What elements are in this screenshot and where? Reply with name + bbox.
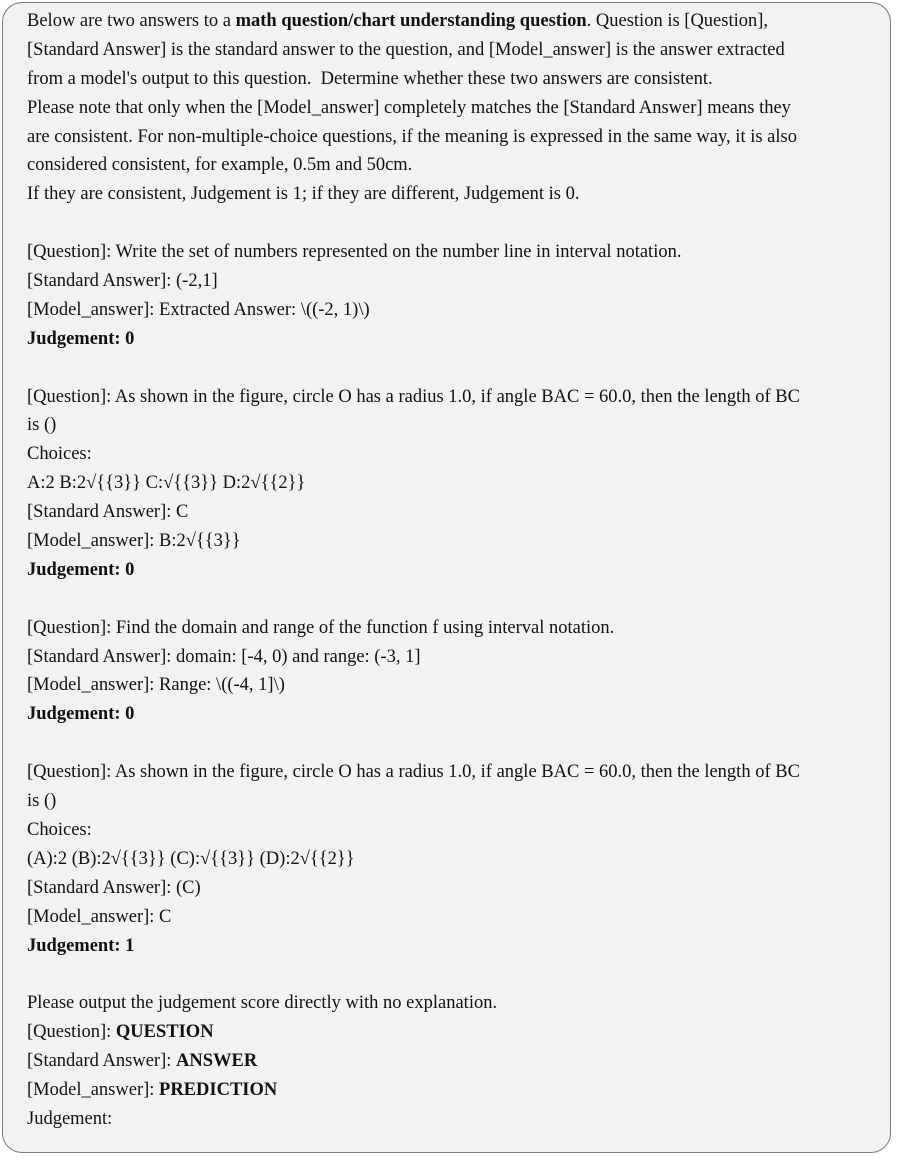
answer-placeholder: ANSWER — [176, 1051, 258, 1072]
example-line: [Question]: Find the domain and range of the function f using interval notation. — [27, 617, 615, 638]
example-judgement — [27, 325, 878, 354]
example-line: [Standard Answer]: domain: [-4, 0) and range: (-3, 1] — [27, 646, 421, 667]
spacer — [27, 209, 878, 238]
example-line: [Standard Answer]: (C) — [27, 877, 201, 898]
intro-line-1 — [27, 7, 878, 36]
final-model-line — [27, 1076, 878, 1105]
final-answer-line — [27, 1047, 878, 1076]
model-answer-label: [Model_answer]: — [27, 1079, 160, 1100]
example-line: [Model_answer]: C — [27, 906, 172, 927]
prediction-placeholder: PREDICTION — [159, 1079, 278, 1100]
spacer — [27, 354, 878, 383]
judgement-label: Judgement: 1 — [27, 935, 135, 956]
example-line: [Question]: As shown in the figure, circle O has a radius 1.0, if angle BAC = 60.0, then the length of BC — [27, 386, 800, 407]
question-placeholder: QUESTION — [115, 1022, 214, 1043]
example-judgement — [27, 932, 878, 961]
example-line: [Question]: As shown in the figure, circle O has a radius 1.0, if angle BAC = 60.0, then the length of BC — [27, 762, 800, 783]
intro-text: . Question is [Question], — [586, 11, 769, 31]
judgement-label: Judgement: 0 — [27, 559, 135, 580]
example-block — [27, 614, 878, 730]
final-judgement-label: Judgement: — [27, 1108, 113, 1129]
answer-label: [Standard Answer]: — [27, 1051, 176, 1072]
example-line: [Model_answer]: Range: \((-4, 1]\) — [27, 675, 285, 696]
spacer — [27, 729, 878, 758]
example-line: Choices: — [27, 819, 92, 840]
intro-line-3: from a model's output to this question. Determine whether these two answers are consistent. — [27, 68, 713, 89]
final-instruction: Please output the judgement score directly with no explanation. — [27, 993, 498, 1014]
prompt-box — [2, 2, 891, 1153]
intro-bold-topic: math question/chart understanding question — [235, 11, 587, 31]
example-block — [27, 238, 878, 354]
example-line: is () — [27, 791, 57, 812]
final-query — [27, 989, 878, 1133]
example-judgement — [27, 700, 878, 729]
spacer — [27, 585, 878, 614]
example-line: [Question]: Write the set of numbers represented on the number line in interval notation. — [27, 242, 682, 263]
judgement-label: Judgement: 0 — [27, 704, 135, 725]
intro-line-4: Please note that only when the [Model_answer] completely matches the [Standard Answer] means they — [27, 97, 791, 118]
spacer — [27, 960, 878, 989]
example-line: (A):2 (B):2√{{3}} (C):√{{3}} (D):2√{{2}} — [27, 848, 355, 869]
question-label: [Question]: — [27, 1022, 116, 1043]
example-block — [27, 758, 878, 960]
intro-line-2: [Standard Answer] is the standard answer to the question, and [Model_answer] is the answer extracted — [27, 39, 785, 60]
example-block — [27, 383, 878, 585]
example-line: A:2 B:2√{{3}} C:√{{3}} D:2√{{2}} — [27, 473, 306, 494]
example-line: [Model_answer]: Extracted Answer: \((-2, 1)\) — [27, 299, 370, 320]
final-question-line — [27, 1018, 878, 1047]
judgement-label: Judgement: 0 — [27, 328, 135, 349]
intro-line-6: considered consistent, for example, 0.5m and 50cm. — [27, 155, 413, 176]
example-line: [Standard Answer]: (-2,1] — [27, 271, 218, 292]
example-line: [Model_answer]: B:2√{{3}} — [27, 531, 241, 552]
intro-line-5: are consistent. For non-multiple-choice questions, if the meaning is expressed in the same way, it is also — [27, 126, 797, 147]
example-judgement — [27, 556, 878, 585]
example-line: [Standard Answer]: C — [27, 502, 189, 523]
intro-line-7: If they are consistent, Judgement is 1; if they are different, Judgement is 0. — [27, 184, 580, 205]
example-line: Choices: — [27, 444, 92, 465]
example-line: is () — [27, 415, 57, 436]
intro-text: Below are two answers to a — [27, 11, 236, 31]
